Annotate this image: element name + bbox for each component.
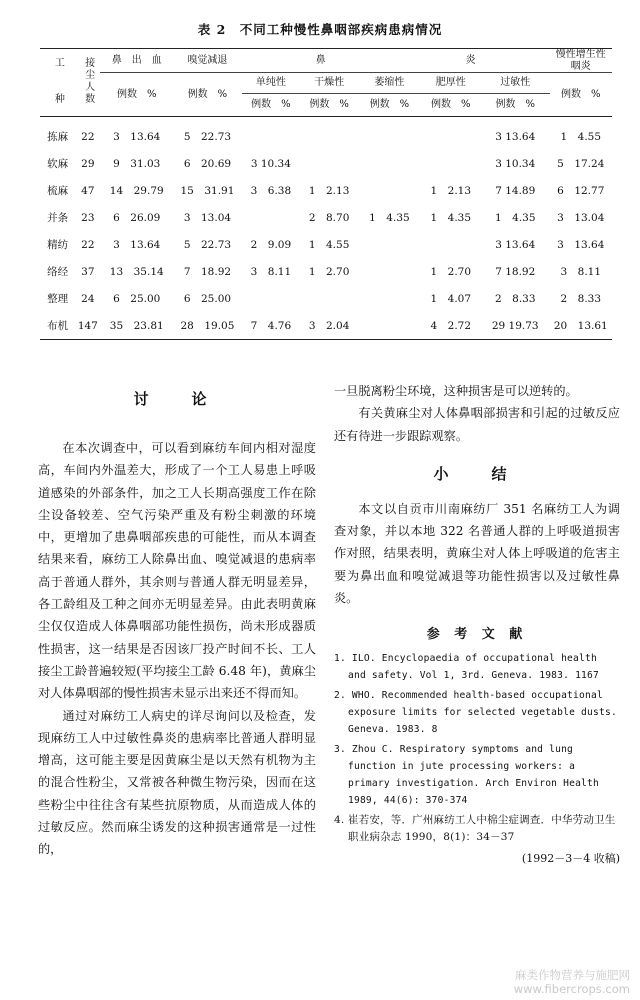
- cell-nosebleed: 3 13.64: [113, 131, 161, 143]
- header-rhinitis: 鼻 炎: [242, 49, 550, 73]
- discussion-paragraph-continued: 一旦脱离粉尘环境，这种损害是可以逆转的。: [334, 384, 578, 398]
- summary-heading: 小 结: [433, 464, 521, 483]
- header-pharyngitis: 慢性增生性咽炎: [550, 49, 612, 73]
- cell-pharyngitis: 3 13.64: [557, 239, 605, 251]
- cell-allergic: 2 8.33: [494, 293, 536, 305]
- cell-dry: [300, 117, 358, 151]
- cell-dust-count: 37: [81, 265, 95, 278]
- cell-pharyngitis: 3 13.04: [557, 212, 605, 224]
- cell-dry: 2 8.70: [308, 212, 350, 224]
- cell-dry: 3 2.04: [308, 320, 350, 332]
- table-row: [40, 285, 612, 312]
- cell-work-type: 整理: [47, 293, 69, 305]
- cell-dust-count: 22: [81, 130, 95, 143]
- header-atrophic: 萎缩性: [358, 73, 420, 94]
- cell-hypertrophic: [421, 150, 481, 177]
- cell-nosebleed: 14 29.79: [109, 185, 164, 197]
- cell-simple: 2 9.09: [250, 239, 292, 251]
- cell-simple: 7 4.76: [250, 320, 292, 332]
- cell-hypertrophic: 4 2.72: [430, 320, 472, 332]
- cell-work-type: 布机: [47, 320, 69, 332]
- cell-smell-loss: 7 18.92: [183, 266, 232, 278]
- cell-atrophic: [358, 258, 420, 285]
- cell-dust-count: 29: [81, 157, 95, 170]
- header-nosebleed: 鼻 出 血: [100, 49, 173, 73]
- header-cases-pct: 例数 %: [369, 99, 410, 111]
- cell-nosebleed: 3 13.64: [113, 239, 161, 251]
- cell-atrophic: [358, 117, 420, 151]
- site-watermark: [514, 968, 630, 996]
- cell-dust-count: 47: [81, 184, 95, 197]
- watermark-title: 麻类作物营养与施肥网: [515, 968, 630, 982]
- cell-nosebleed: 35 23.81: [109, 320, 164, 332]
- header-cases-pct: 例数 %: [187, 88, 228, 100]
- cell-dry: 1 4.55: [308, 239, 350, 251]
- cell-simple: 3 8.11: [250, 266, 292, 278]
- cell-work-type: 精纺: [47, 239, 69, 251]
- cell-allergic: 3 10.34: [495, 157, 536, 170]
- cell-pharyngitis: 6 12.77: [557, 185, 605, 197]
- cell-smell-loss: 6 20.69: [183, 158, 232, 170]
- cell-simple: [242, 204, 300, 231]
- header-hypertrophic: 肥厚性: [421, 73, 481, 94]
- cell-hypertrophic: 1 4.35: [430, 212, 472, 224]
- cell-pharyngitis: 5 17.24: [557, 158, 605, 170]
- disease-prevalence-table: [40, 48, 612, 340]
- cell-dust-count: 22: [81, 238, 95, 251]
- header-cases-pct: 例数 %: [309, 99, 349, 111]
- cell-atrophic: [358, 177, 420, 204]
- discussion-heading: 讨 论: [133, 390, 221, 408]
- summary-paragraph: 本文以自贡市川南麻纺厂 351 名麻纺工人为调查对象，并以本地 322 名普通人群的上呼吸道损害作对照，结果表明，黄麻尘对人体上呼吸道的危害主要为鼻出血和嗅觉减退等功能性损害以及过敏性鼻炎。: [334, 501, 620, 606]
- cell-atrophic: 1 4.35: [369, 212, 410, 224]
- cell-hypertrophic: 1 2.13: [430, 185, 472, 197]
- header-dry: 干燥性: [300, 73, 358, 94]
- table-row: [40, 231, 612, 258]
- table-row: [40, 177, 612, 204]
- left-column: [38, 380, 316, 861]
- cell-hypertrophic: [421, 117, 481, 151]
- cell-pharyngitis: 1 4.55: [560, 131, 602, 143]
- cell-nosebleed: 13 35.14: [109, 266, 164, 278]
- cell-nosebleed: 6 25.00: [113, 293, 161, 305]
- cell-smell-loss: 6 25.00: [183, 293, 232, 305]
- cell-pharyngitis: 20 13.61: [553, 320, 608, 332]
- received-date: (1992－3－4 收稿): [521, 852, 620, 866]
- discussion-paragraph-2: 通过对麻纺工人病史的详尽询问以及检查，发现麻纺工人中过敏性鼻炎的患病率比普通人群明显增高，这可能主要是因黄麻尘是以天然有机物为主的混合性粉尘，又常被各种微生物污染，因而在这些粉尘中往往含有某些抗原物质，从而造成人体的过敏反应。然而麻尘诱发的这种损害通常是一过性的，: [38, 708, 316, 857]
- table-row: [40, 150, 612, 177]
- cell-dust-count: 23: [81, 211, 95, 224]
- cell-allergic: 1 4.35: [494, 212, 536, 224]
- cell-work-type: 并条: [47, 212, 69, 224]
- table-row: [40, 312, 612, 340]
- cell-work-type: 梳麻: [47, 185, 69, 197]
- cell-pharyngitis: 3 8.11: [560, 266, 602, 278]
- cell-nosebleed: 9 31.03: [113, 158, 161, 170]
- header-smell-loss: 嗅觉减退: [173, 49, 242, 73]
- references-heading: 参 考 文 献: [426, 627, 528, 643]
- cell-atrophic: [358, 285, 420, 312]
- cell-allergic: 7 14.89: [495, 184, 536, 197]
- cell-simple: [242, 117, 300, 151]
- cell-dust-count: 147: [77, 319, 98, 332]
- header-work-type: 工 种: [52, 56, 64, 105]
- cell-allergic: 3 13.64: [495, 130, 536, 143]
- header-simple: 单纯性: [242, 73, 300, 94]
- cell-atrophic: [358, 150, 420, 177]
- cell-dry: [300, 150, 358, 177]
- cell-dry: 1 2.13: [308, 185, 350, 197]
- table-caption: 表 2 不同工种慢性鼻咽部疾病患病情况: [197, 22, 443, 37]
- discussion-paragraph-3: 有关黄麻尘对人体鼻咽部损害和引起的过敏反应还有待进一步跟踪观察。: [334, 406, 620, 443]
- cell-atrophic: [358, 312, 420, 340]
- cell-allergic: 3 13.64: [495, 238, 536, 251]
- header-cases-pct: 例数 %: [116, 88, 157, 100]
- reference-item: 4. 崔若安，等．广州麻纺工人中棉尘症调查．中华劳动卫生职业病杂志 1990，8(1)：34－37: [334, 814, 616, 844]
- cell-work-type: 络经: [47, 266, 69, 278]
- watermark-url: www.fibercrops.com: [513, 982, 630, 996]
- cell-work-type: 软麻: [47, 158, 69, 170]
- header-cases-pct: 例数 %: [495, 99, 535, 111]
- reference-item: 1. ILO. Encyclopaedia of occupational health and safety. Vol 1, 3rd. Geneva. 1983. 1167: [334, 653, 599, 682]
- table-row: [40, 204, 612, 231]
- right-column: [334, 380, 620, 866]
- cell-simple: 3 6.38: [250, 185, 292, 197]
- cell-smell-loss: 3 13.04: [183, 212, 232, 224]
- discussion-paragraph-1: 在本次调查中，可以看到麻纺车间内相对湿度高，车间内外温差大，形成了一个工人易患上呼吸道感染的外部条件，加之工人长期高强度工作在除尘设备较差、空气污染严重及有粉尘刺激的环境中，更增加了患鼻咽部疾患的可能性，而从本调查结果来看，麻纺工人除鼻出血、嗅觉减退的患病率高于普通人群外，其余则与普通人群无明显差异，各工龄组及工种之间亦无明显差异。由此表明黄麻尘仅仅造成人体鼻咽部功能性损伤，尚未形成器质性损害，这一结果是否因该厂投产时间不长、工人接尘工龄普遍较短(平均接尘工龄 6.48 年)，黄麻尘对人体鼻咽部的慢性损害未显示出来还不得而知。: [38, 441, 316, 701]
- cell-atrophic: [358, 231, 420, 258]
- cell-dry: [300, 285, 358, 312]
- header-cases-pct: 例数 %: [251, 99, 291, 111]
- cell-allergic: 7 18.92: [495, 265, 536, 278]
- cell-simple: [242, 285, 300, 312]
- cell-pharyngitis: 2 8.33: [560, 293, 602, 305]
- cell-smell-loss: 28 19.05: [180, 320, 235, 332]
- table-row: [40, 117, 612, 151]
- cell-smell-loss: 5 22.73: [183, 239, 232, 251]
- header-dust-count: 接尘人数: [82, 56, 94, 105]
- cell-smell-loss: 5 22.73: [183, 131, 232, 143]
- header-cases-pct: 例数 %: [431, 99, 471, 111]
- cell-allergic: 29 19.73: [491, 319, 539, 332]
- cell-nosebleed: 6 26.09: [113, 212, 161, 224]
- cell-simple: 3 10.34: [250, 157, 291, 170]
- cell-work-type: 拣麻: [47, 131, 69, 143]
- cell-dry: 1 2.70: [308, 266, 350, 278]
- header-allergic: 过敏性: [481, 73, 550, 94]
- cell-smell-loss: 15 31.91: [180, 185, 235, 197]
- cell-hypertrophic: 1 4.07: [430, 293, 472, 305]
- cell-hypertrophic: [421, 231, 481, 258]
- cell-dust-count: 24: [81, 292, 95, 305]
- cell-hypertrophic: 1 2.70: [430, 266, 472, 278]
- table-row: [40, 258, 612, 285]
- reference-item: 3. Zhou C. Respiratory symptoms and lung function in jute processing workers: a primary investigation. Arch Environ Health 1989, 44(6): 370-374: [334, 744, 599, 807]
- header-cases-pct: 例数 %: [561, 88, 601, 100]
- reference-item: 2. WHO. Recommended health-based occupational exposure limits for selected vegetable dusts. Geneva. 1983. 8: [334, 690, 617, 736]
